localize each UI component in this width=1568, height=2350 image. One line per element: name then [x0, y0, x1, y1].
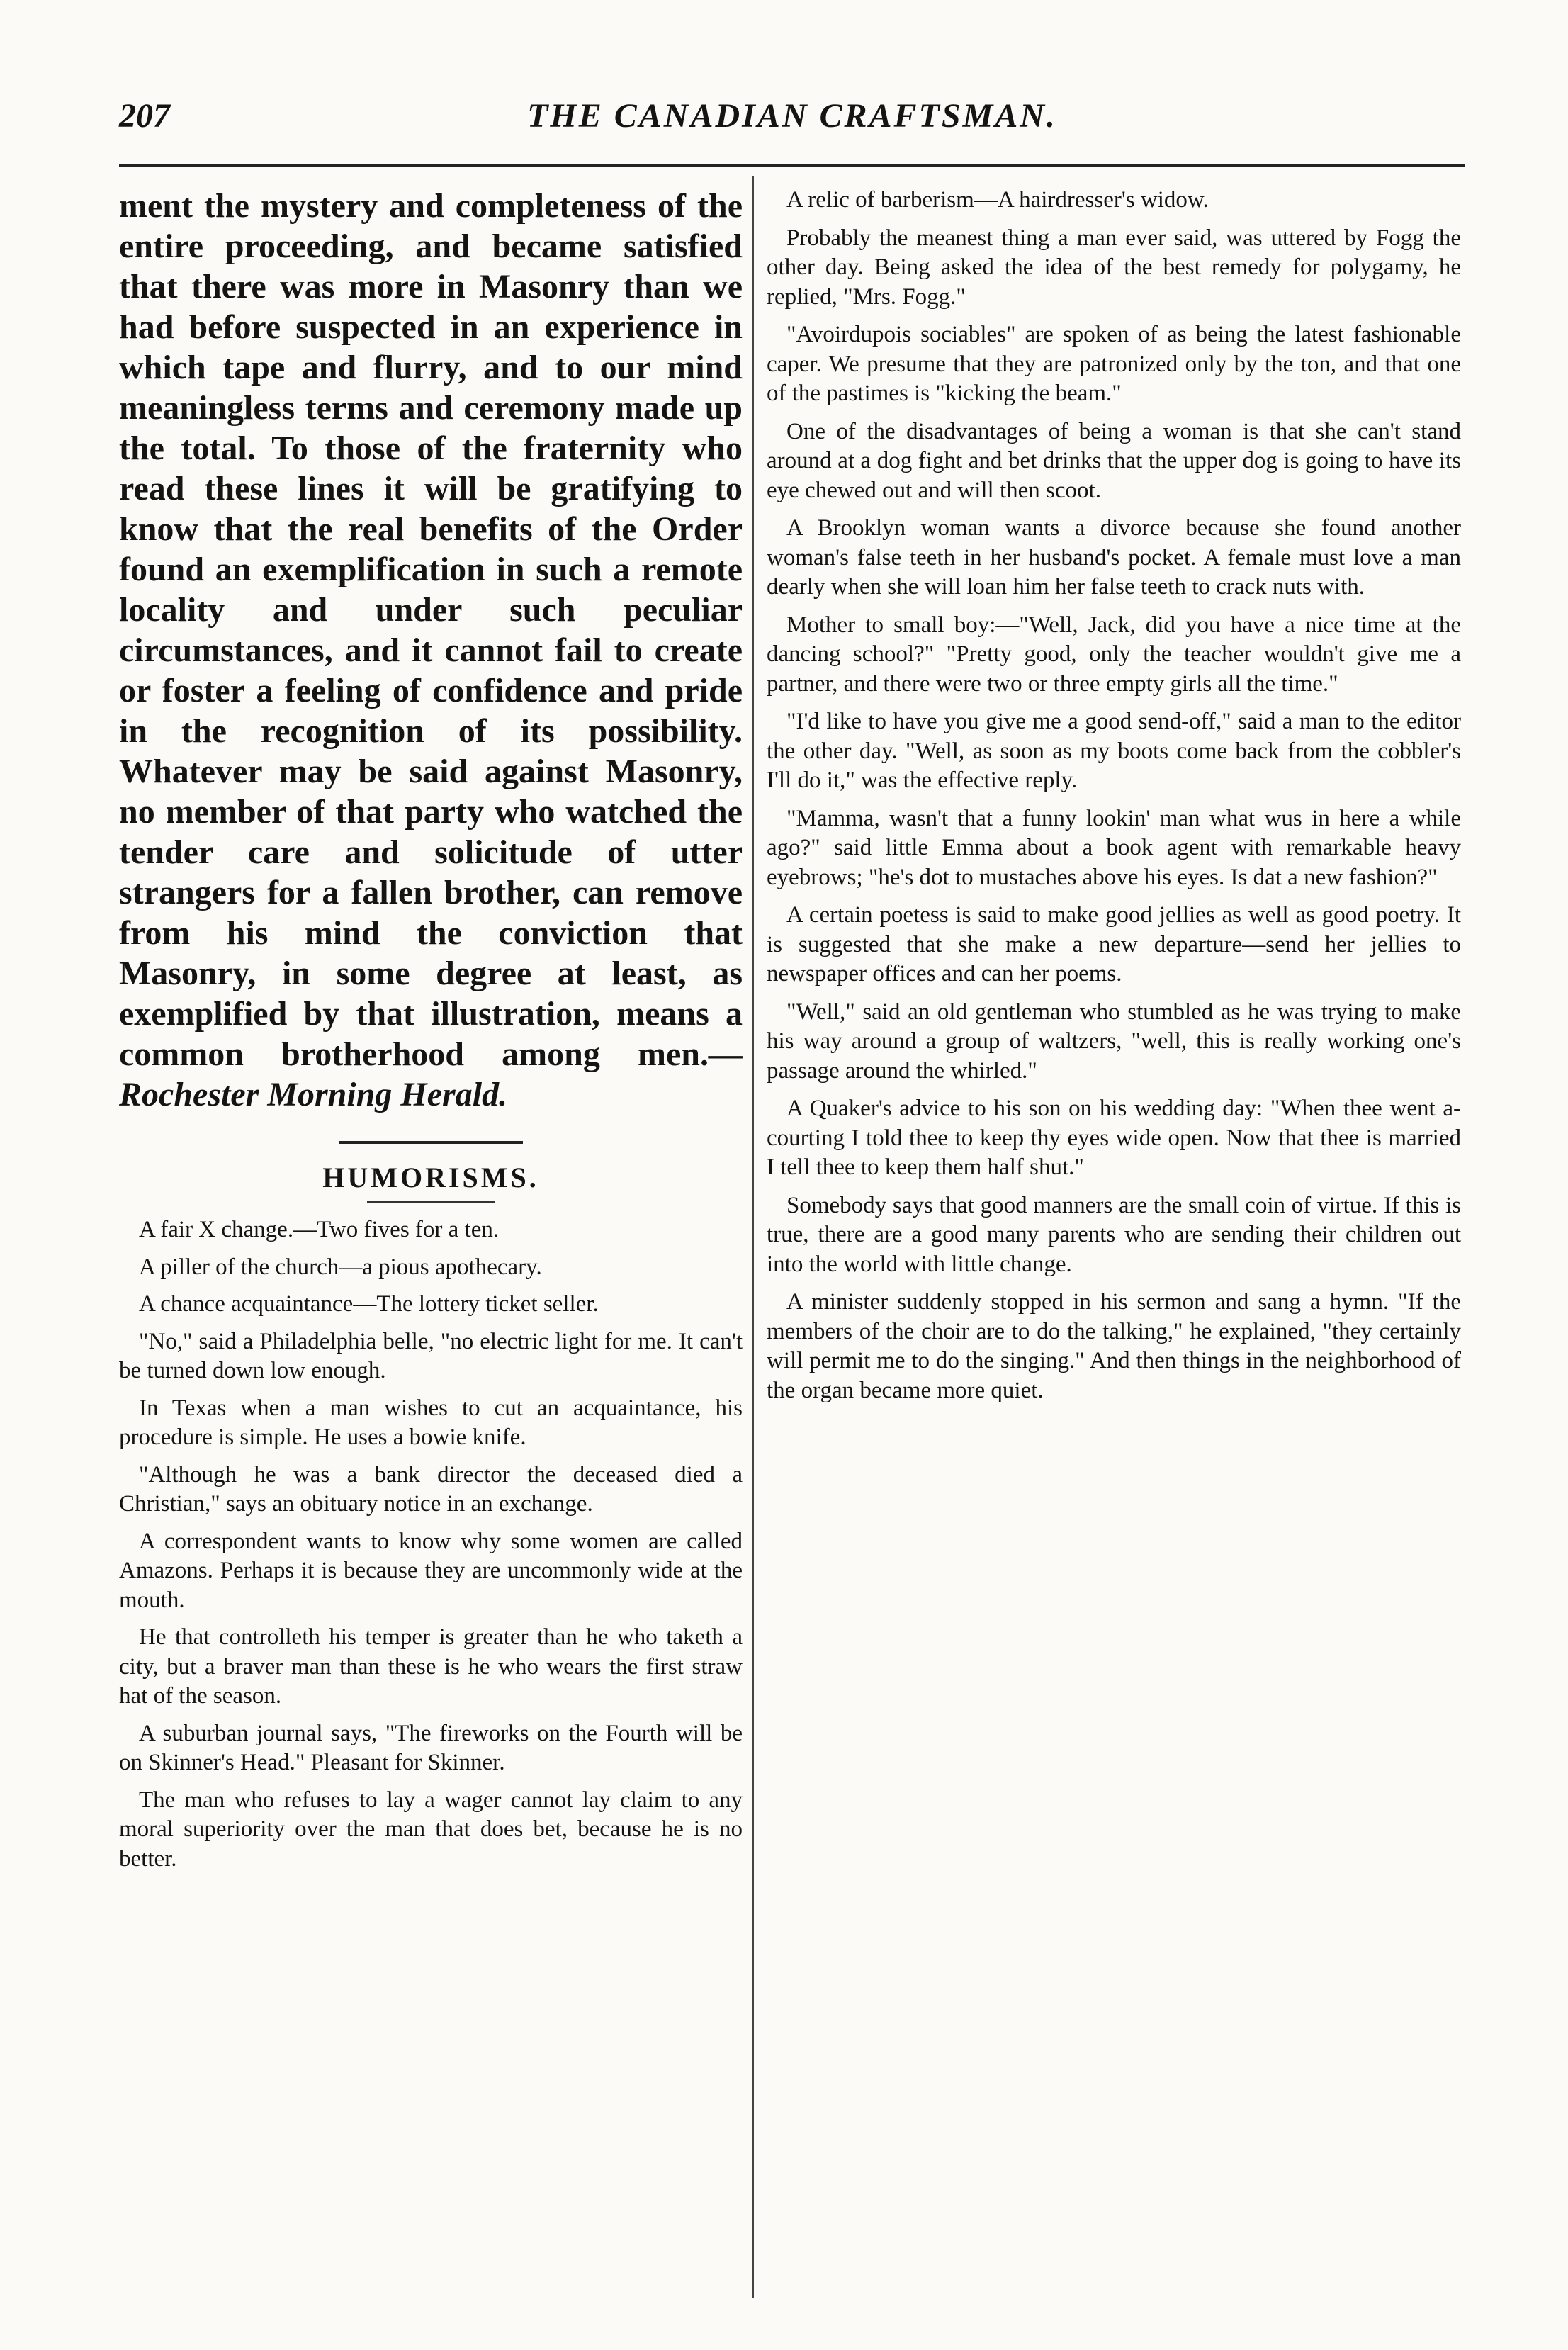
article-body: ment the mystery and completeness of the entire proceeding, and became satisfied that there was more in Masonry than we had before suspected in an experience in which tape and flurry, and to our mind meaningless terms and ceremony made up the total. To those of the fraternity who read these lines it will be gratifying to know that the real benefits of the Order found an exemplification in such a remote locality and under such peculiar circumstances, and it cannot fail to create or foster a feeling of confidence and pride in the recognition of its possibility. Whatever may be said against Masonry, no member of that party who watched the tender care and solicitude of utter strangers for a fallen brother, can remove from his mind the conviction that Masonry, in some degree at least, as exemplified by that illustration, means a common brotherhood among men.: [119, 187, 743, 1073]
right-column: [767, 186, 1461, 1414]
title-rule: [367, 1201, 495, 1203]
ornament-rule: [339, 1141, 523, 1144]
humorism-item: "Although he was a bank director the deceased died a Christian," says an obituary notice in an exchange.: [119, 1461, 743, 1517]
article-continuation: [119, 186, 743, 1115]
article-attribution: —Rochester Morning Herald.: [119, 1035, 743, 1113]
humorism-item: "Mamma, wasn't that a funny lookin' man what wus in here a while ago?" said little Emma about a book agent with remarkable heavy eyebrows; "he's dot to mustaches above his eyes. Is dat a new fashion?": [767, 805, 1461, 890]
column-divider: [752, 176, 754, 2298]
humorism-item: A certain poetess is said to make good jellies as well as good poetry. It is suggested that she make a new departure—send her jellies to newspaper offices and can her poems.: [767, 902, 1461, 986]
humorism-item: One of the disadvantages of being a woman is that she can't stand around at a dog fight and bet drinks that the upper dog is going to have its eye chewed out and will then scoot.: [767, 418, 1461, 503]
section-title: HUMORISMS.: [322, 1162, 539, 1193]
left-column: [119, 186, 743, 1882]
humorism-item: The man who refuses to lay a wager cannot lay claim to any moral superiority over the man that does bet, because he is no better.: [119, 1787, 743, 1872]
header-rule: [119, 164, 1465, 167]
humorism-item: A relic of barberism—A hairdresser's widow.: [786, 187, 1209, 213]
humorism-item: A piller of the church—a pious apothecary.: [139, 1254, 542, 1280]
humorism-item: A Quaker's advice to his son on his wedding day: "When thee went a-courting I told thee to keep thy eyes wide open. Now that thee is married I tell thee to keep them half shut.": [767, 1096, 1461, 1180]
humorism-item: "Avoirdupois sociables" are spoken of as being the latest fashionable caper. We presume that they are patronized only by the ton, and that one of the pastimes is "kicking the beam.": [767, 322, 1461, 406]
humorism-item: "I'd like to have you give me a good send-off," said a man to the editor the other day. "Well, as soon as my boots come back from the cobbler's I'll do it," was the effective reply.: [767, 709, 1461, 793]
humorism-item: In Texas when a man wishes to cut an acquaintance, his procedure is simple. He uses a bowie knife.: [119, 1395, 743, 1450]
humorism-item: He that controlleth his temper is greater than he who taketh a city, but a braver man than these is he who wears the first straw hat of the season.: [119, 1624, 743, 1709]
page-header: [119, 96, 1465, 160]
humorisms-list-left: [119, 1215, 743, 1874]
section-ornament: [119, 1130, 743, 1152]
humorism-item: A suburban journal says, "The fireworks on the Fourth will be on Skinner's Head." Pleasant for Skinner.: [119, 1720, 743, 1775]
humorism-item: A fair X change.—Two fives for a ten.: [139, 1217, 500, 1242]
humorism-item: A chance acquaintance—The lottery ticket seller.: [139, 1291, 599, 1317]
humorism-item: "No," said a Philadelphia belle, "no electric light for me. It can't be turned down low enough.: [119, 1328, 743, 1383]
humorism-item: A Brooklyn woman wants a divorce because she found another woman's false teeth in her husband's pocket. A female must love a man dearly when she will loan him her false teeth to crack nuts with.: [767, 515, 1461, 600]
running-head: THE CANADIAN CRAFTSMAN.: [527, 97, 1057, 135]
humorism-item: Somebody says that good manners are the small coin of virtue. If this is true, there are a good many parents who are sending their children out into the world with little change.: [767, 1192, 1461, 1277]
page-number: 207: [119, 97, 170, 135]
humorism-item: Mother to small boy:—"Well, Jack, did you have a nice time at the dancing school?" "Pretty good, only the teacher wouldn't give me a partner, and there were two or three empty girls all the time.": [767, 612, 1461, 697]
humorism-item: "Well," said an old gentleman who stumbled as he was trying to make his way around a group of waltzers, "well, this is really working one's passage around the whirled.": [767, 999, 1461, 1084]
humorism-item: A correspondent wants to know why some women are called Amazons. Perhaps it is because they are uncommonly wide at the mouth.: [119, 1528, 743, 1613]
humorism-item: A minister suddenly stopped in his sermon and sang a hymn. "If the members of the choir are to do the talking," he explained, "they certainly will permit me to do the singing." And then things in the neighborhood of the organ became more quiet.: [767, 1289, 1461, 1403]
humorism-item: Probably the meanest thing a man ever said, was uttered by Fogg the other day. Being asked the idea of the best remedy for polygamy, he replied, "Mrs. Fogg.": [767, 225, 1461, 310]
humorisms-list-right: [767, 186, 1461, 1405]
